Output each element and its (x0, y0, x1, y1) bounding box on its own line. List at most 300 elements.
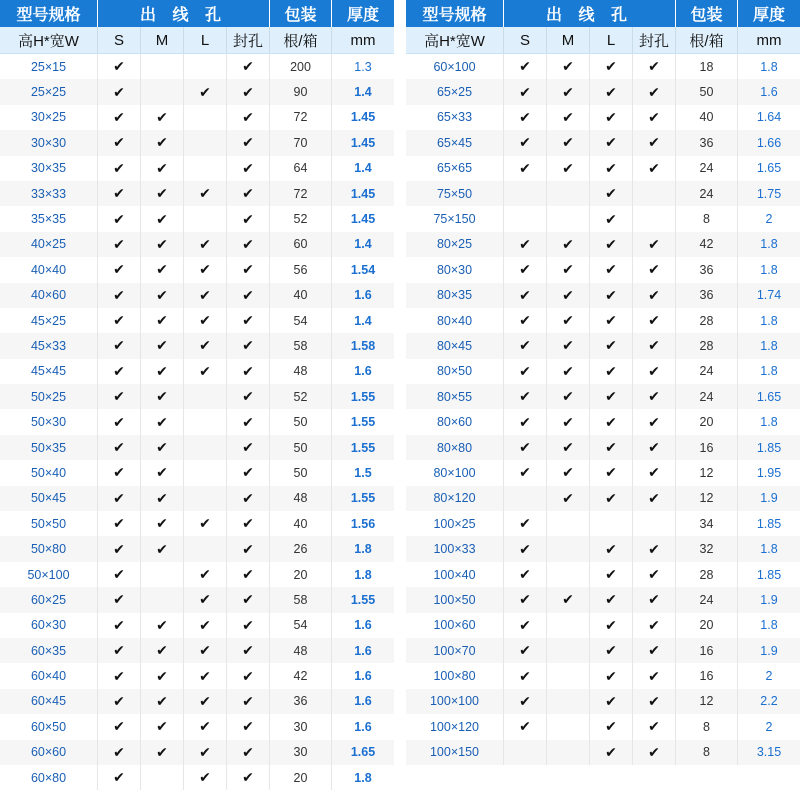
cell-s (98, 511, 141, 536)
cell-l (590, 536, 633, 561)
cell-pack: 54 (270, 308, 332, 333)
check-icon: ✔ (648, 108, 660, 125)
cell-model: 40×25 (0, 232, 98, 257)
cell-pack: 54 (270, 613, 332, 638)
check-icon: ✔ (562, 312, 574, 329)
cell-pack: 26 (270, 536, 332, 561)
cell-l (184, 409, 227, 434)
check-icon: ✔ (519, 58, 531, 75)
cell-s (504, 333, 547, 358)
table-row (406, 689, 800, 714)
cell-s (98, 283, 141, 308)
cell-seal (227, 562, 270, 587)
cell-thickness: 1.65 (756, 389, 782, 404)
cell-seal (227, 638, 270, 663)
header-holes: 出 线 孔 (98, 0, 270, 27)
check-icon: ✔ (199, 83, 211, 100)
check-icon: ✔ (648, 312, 660, 329)
check-icon: ✔ (562, 134, 574, 151)
check-icon: ✔ (199, 769, 211, 786)
cell-seal (227, 587, 270, 612)
check-icon: ✔ (113, 337, 125, 354)
cell-l (184, 206, 227, 231)
table-row (406, 740, 800, 765)
cell-pack: 28 (676, 562, 738, 587)
cell-l (184, 689, 227, 714)
check-icon: ✔ (648, 337, 660, 354)
cell-seal (227, 130, 270, 155)
table-row (406, 460, 800, 485)
check-icon: ✔ (648, 540, 660, 557)
cell-s (504, 79, 547, 104)
cell-l (184, 511, 227, 536)
cell-pack: 56 (270, 257, 332, 282)
cell-pack: 72 (270, 181, 332, 206)
cell-l (590, 613, 633, 638)
check-icon: ✔ (519, 159, 531, 176)
cell-thickness: 1.8 (760, 618, 778, 633)
cell-model: 65×65 (406, 156, 504, 181)
cell-l (184, 130, 227, 155)
cell-l (184, 359, 227, 384)
cell-model: 80×100 (406, 460, 504, 485)
check-icon: ✔ (519, 616, 531, 633)
cell-thickness: 1.85 (756, 567, 782, 582)
spec-table-right (406, 0, 800, 765)
check-icon: ✔ (113, 566, 125, 582)
table-row (0, 663, 394, 688)
check-icon: ✔ (648, 413, 660, 430)
cell-model: 60×30 (0, 613, 98, 638)
check-icon: ✔ (519, 286, 531, 303)
check-icon: ✔ (605, 83, 617, 100)
cell-seal (633, 333, 676, 358)
cell-m (547, 460, 590, 485)
check-icon: ✔ (242, 769, 254, 786)
cell-pack: 50 (270, 435, 332, 460)
cell-s (504, 638, 547, 663)
cell-pack: 58 (270, 587, 332, 612)
table-row (406, 562, 800, 587)
cell-seal (633, 308, 676, 333)
table-row (0, 54, 394, 79)
check-icon: ✔ (242, 439, 254, 456)
cell-s (504, 486, 547, 511)
check-icon: ✔ (648, 83, 660, 100)
cell-pack: 34 (676, 511, 738, 536)
table-row (0, 105, 394, 130)
cell-m (547, 511, 590, 536)
cell-l (184, 613, 227, 638)
check-icon: ✔ (562, 235, 574, 252)
cell-model: 100×120 (406, 714, 504, 739)
subheader-s: S (98, 27, 141, 53)
cell-s (98, 638, 141, 663)
cell-pack: 28 (676, 333, 738, 358)
cell-m (141, 409, 184, 434)
check-icon: ✔ (156, 692, 168, 709)
cell-seal (227, 486, 270, 511)
check-icon: ✔ (648, 388, 660, 405)
cell-l (590, 460, 633, 485)
cell-model: 60×50 (0, 714, 98, 739)
cell-model: 100×50 (406, 587, 504, 612)
cell-l (184, 486, 227, 511)
cell-thickness: 1.4 (354, 161, 372, 176)
cell-seal (633, 562, 676, 587)
cell-l (590, 663, 633, 688)
subheader-seal: 封孔 (633, 27, 676, 53)
cell-m (547, 638, 590, 663)
check-icon: ✔ (156, 235, 168, 252)
table-row (406, 79, 800, 104)
cell-l (590, 105, 633, 130)
cell-l (590, 79, 633, 104)
cell-m (141, 130, 184, 155)
table-row (0, 740, 394, 765)
check-icon: ✔ (242, 185, 254, 202)
check-icon: ✔ (242, 718, 254, 735)
check-icon: ✔ (519, 718, 531, 735)
check-icon: ✔ (199, 566, 211, 582)
table-row (0, 765, 394, 790)
cell-s (98, 156, 141, 181)
cell-seal (633, 638, 676, 663)
cell-pack: 20 (676, 409, 738, 434)
cell-model: 75×150 (406, 206, 504, 231)
table-row (0, 562, 394, 587)
check-icon: ✔ (648, 692, 660, 709)
subheader-m: M (547, 27, 590, 53)
cell-m (141, 460, 184, 485)
check-icon: ✔ (242, 286, 254, 303)
cell-l (184, 663, 227, 688)
cell-thickness: 1.55 (350, 389, 376, 404)
cell-model: 25×25 (0, 79, 98, 104)
check-icon: ✔ (605, 566, 617, 582)
cell-seal (227, 257, 270, 282)
cell-thickness: 1.54 (350, 262, 376, 277)
table-row (0, 714, 394, 739)
cell-pack: 90 (270, 79, 332, 104)
check-icon: ✔ (242, 261, 254, 278)
check-icon: ✔ (113, 312, 125, 329)
check-icon: ✔ (199, 692, 211, 709)
cell-l (184, 79, 227, 104)
check-icon: ✔ (242, 108, 254, 125)
cell-pack: 24 (676, 156, 738, 181)
cell-m (141, 384, 184, 409)
header-model: 型号规格 (0, 0, 98, 27)
table-row (0, 206, 394, 231)
check-icon: ✔ (156, 185, 168, 202)
cell-pack: 48 (270, 359, 332, 384)
header-thickness: 厚度 (346, 7, 379, 24)
cell-thickness: 1.45 (350, 135, 376, 150)
cell-pack: 48 (270, 638, 332, 663)
cell-thickness: 1.9 (760, 643, 778, 658)
cell-seal (227, 359, 270, 384)
check-icon: ✔ (242, 362, 254, 379)
check-icon: ✔ (156, 439, 168, 456)
cell-thickness: 2.2 (760, 694, 778, 709)
cell-seal (633, 663, 676, 688)
table-row (406, 206, 800, 231)
cell-m (547, 181, 590, 206)
cell-l (590, 206, 633, 231)
cell-pack: 16 (676, 663, 738, 688)
check-icon: ✔ (605, 261, 617, 278)
cell-pack: 50 (270, 409, 332, 434)
cell-l (590, 638, 633, 663)
check-icon: ✔ (648, 134, 660, 151)
check-icon: ✔ (519, 439, 531, 456)
cell-m (547, 536, 590, 561)
check-icon: ✔ (648, 616, 660, 633)
check-icon: ✔ (562, 388, 574, 405)
cell-thickness: 1.3 (354, 59, 372, 74)
check-icon: ✔ (199, 718, 211, 735)
check-icon: ✔ (562, 159, 574, 176)
cell-thickness: 1.8 (760, 415, 778, 430)
check-icon: ✔ (648, 439, 660, 456)
cell-seal (633, 156, 676, 181)
cell-l (184, 181, 227, 206)
check-icon: ✔ (199, 616, 211, 633)
check-icon: ✔ (648, 58, 660, 75)
cell-seal (633, 613, 676, 638)
cell-seal (633, 130, 676, 155)
cell-pack: 28 (676, 308, 738, 333)
cell-thickness: 1.85 (756, 440, 782, 455)
cell-m (141, 689, 184, 714)
cell-m (547, 689, 590, 714)
check-icon: ✔ (113, 540, 125, 557)
check-icon: ✔ (113, 286, 125, 303)
check-icon: ✔ (242, 337, 254, 354)
table-row (406, 130, 800, 155)
cell-model: 45×25 (0, 308, 98, 333)
cell-thickness: 1.8 (354, 542, 372, 557)
check-icon: ✔ (113, 692, 125, 709)
cell-model: 60×100 (406, 54, 504, 79)
table-row (0, 536, 394, 561)
cell-thickness: 1.55 (350, 491, 376, 506)
cell-pack: 36 (270, 689, 332, 714)
check-icon: ✔ (605, 388, 617, 405)
check-icon: ✔ (605, 692, 617, 709)
check-icon: ✔ (242, 312, 254, 329)
cell-model: 80×55 (406, 384, 504, 409)
cell-s (504, 460, 547, 485)
cell-l (590, 232, 633, 257)
check-icon: ✔ (113, 185, 125, 202)
check-icon: ✔ (156, 464, 168, 481)
table-row (0, 409, 394, 434)
cell-seal (633, 486, 676, 511)
check-icon: ✔ (648, 489, 660, 506)
cell-model: 100×100 (406, 689, 504, 714)
cell-s (98, 384, 141, 409)
table-row (0, 587, 394, 612)
check-icon: ✔ (605, 540, 617, 557)
check-icon: ✔ (242, 667, 254, 684)
cell-model: 45×33 (0, 333, 98, 358)
check-icon: ✔ (156, 667, 168, 684)
check-icon: ✔ (199, 642, 211, 659)
check-icon: ✔ (113, 642, 125, 659)
cell-seal (227, 156, 270, 181)
cell-model: 80×40 (406, 308, 504, 333)
cell-seal (633, 105, 676, 130)
check-icon: ✔ (562, 58, 574, 75)
header-packing: 包装 (270, 0, 332, 27)
cell-s (504, 740, 547, 765)
cell-seal (633, 79, 676, 104)
cell-pack: 200 (270, 54, 332, 79)
cell-seal (227, 54, 270, 79)
cell-pack: 40 (676, 105, 738, 130)
cell-model: 30×25 (0, 105, 98, 130)
cell-l (184, 257, 227, 282)
check-icon: ✔ (242, 489, 254, 506)
check-icon: ✔ (242, 743, 254, 760)
check-icon: ✔ (605, 718, 617, 735)
check-icon: ✔ (156, 337, 168, 354)
cell-thickness: 1.66 (756, 135, 782, 150)
table-row (406, 486, 800, 511)
cell-l (184, 333, 227, 358)
check-icon: ✔ (562, 261, 574, 278)
cell-model: 75×50 (406, 181, 504, 206)
cell-thickness: 1.8 (760, 542, 778, 557)
check-icon: ✔ (242, 692, 254, 709)
cell-model: 60×40 (0, 663, 98, 688)
cell-s (504, 409, 547, 434)
cell-s (504, 587, 547, 612)
cell-pack: 12 (676, 460, 738, 485)
check-icon: ✔ (113, 134, 125, 151)
check-icon: ✔ (519, 83, 531, 100)
table-row (0, 689, 394, 714)
cell-model: 80×25 (406, 232, 504, 257)
cell-model: 35×35 (0, 206, 98, 231)
cell-thickness: 1.85 (756, 516, 782, 531)
check-icon: ✔ (242, 388, 254, 405)
subheader-per-box: 根/箱 (676, 27, 738, 53)
cell-model: 65×45 (406, 130, 504, 155)
check-icon: ✔ (562, 337, 574, 354)
table-row (406, 359, 800, 384)
cell-pack: 24 (676, 384, 738, 409)
check-icon: ✔ (156, 616, 168, 633)
cell-seal (633, 359, 676, 384)
check-icon: ✔ (562, 591, 574, 608)
check-icon: ✔ (605, 464, 617, 481)
table-row (406, 613, 800, 638)
check-icon: ✔ (113, 210, 125, 227)
cell-s (504, 232, 547, 257)
check-icon: ✔ (242, 134, 254, 151)
check-icon: ✔ (605, 58, 617, 75)
cell-pack: 36 (676, 257, 738, 282)
cell-s (504, 613, 547, 638)
header-holes: 出 线 孔 (504, 0, 676, 27)
check-icon: ✔ (199, 515, 211, 532)
cell-m (547, 232, 590, 257)
cell-seal (227, 105, 270, 130)
cell-m (141, 308, 184, 333)
cell-seal (633, 536, 676, 561)
cell-l (184, 460, 227, 485)
cell-pack: 58 (270, 333, 332, 358)
cell-s (504, 308, 547, 333)
cell-thickness: 1.8 (760, 313, 778, 328)
cell-s (504, 384, 547, 409)
cell-seal (633, 181, 676, 206)
table-row (406, 511, 800, 536)
cell-s (98, 460, 141, 485)
cell-s (504, 105, 547, 130)
subheader-m: M (141, 27, 184, 53)
check-icon: ✔ (242, 566, 254, 582)
cell-model: 100×33 (406, 536, 504, 561)
check-icon: ✔ (113, 718, 125, 735)
cell-m (547, 587, 590, 612)
cell-thickness: 1.6 (760, 85, 778, 100)
check-icon: ✔ (605, 235, 617, 252)
check-icon: ✔ (605, 312, 617, 329)
cell-l (184, 765, 227, 790)
table-row (0, 486, 394, 511)
check-icon: ✔ (156, 515, 168, 532)
check-icon: ✔ (605, 591, 617, 608)
check-icon: ✔ (519, 235, 531, 252)
check-icon: ✔ (242, 235, 254, 252)
subheader-size: 高H*宽W (0, 27, 98, 53)
cell-m (141, 232, 184, 257)
check-icon: ✔ (156, 413, 168, 430)
cell-pack: 36 (676, 130, 738, 155)
check-icon: ✔ (605, 286, 617, 303)
cell-model: 80×45 (406, 333, 504, 358)
cell-m (141, 511, 184, 536)
cell-m (141, 638, 184, 663)
cell-model: 25×15 (0, 54, 98, 79)
cell-l (184, 232, 227, 257)
cell-l (184, 156, 227, 181)
cell-s (98, 333, 141, 358)
spec-table-left (0, 0, 394, 790)
cell-model: 50×35 (0, 435, 98, 460)
cell-thickness: 1.65 (756, 161, 782, 176)
cell-model: 100×150 (406, 740, 504, 765)
cell-s (98, 663, 141, 688)
cell-s (98, 486, 141, 511)
cell-thickness: 1.55 (350, 592, 376, 607)
cell-pack: 12 (676, 486, 738, 511)
cell-s (504, 536, 547, 561)
check-icon: ✔ (519, 642, 531, 659)
cell-seal (227, 613, 270, 638)
cell-pack: 24 (676, 359, 738, 384)
cell-thickness: 1.9 (760, 491, 778, 506)
check-icon: ✔ (562, 362, 574, 379)
cell-thickness: 3.15 (756, 745, 782, 760)
cell-thickness: 1.55 (350, 440, 376, 455)
cell-m (547, 359, 590, 384)
table-row (0, 79, 394, 104)
